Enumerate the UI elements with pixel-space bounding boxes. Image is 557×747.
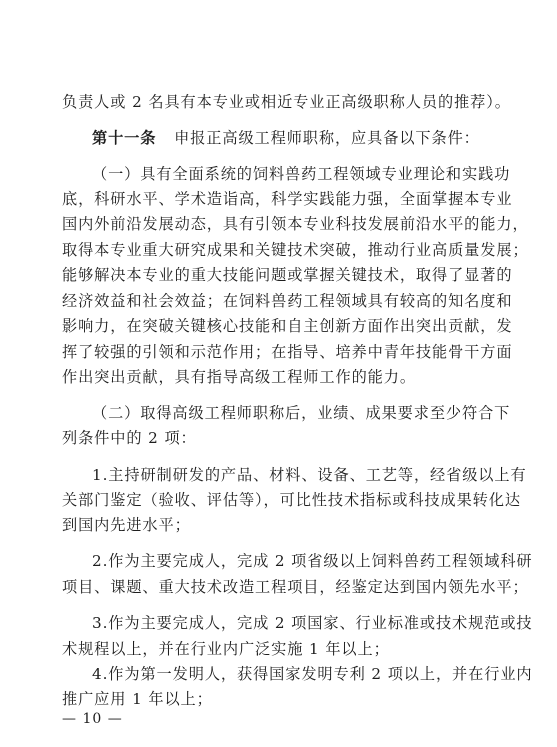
text-line: 能够解决本专业的重大技能问题或掌握关键技术，取得了显著的	[62, 266, 513, 284]
text-line: 列条件中的 2 项：	[62, 429, 197, 447]
text-line: （一）具有全面系统的饲料兽药工程领域专业理论和实践功	[92, 165, 511, 183]
text-line: 挥了较强的引领和示范作用；在指导、培养中青年技能骨干方面	[62, 343, 513, 361]
text-line: 项目、课题、重大技术改造工程项目，经鉴定达到国内领先水平；	[62, 578, 529, 596]
text-line: 3.作为主要完成人，完成 2 项国家、行业标准或技术规范或技	[92, 614, 533, 632]
text-line: 术规程以上，并在行业内广泛实施 1 年以上；	[62, 640, 390, 658]
article-heading: 第十一条	[92, 129, 157, 147]
text-line: 到国内先进水平；	[62, 516, 191, 534]
text-line: 底，科研水平、学术造诣高，科学实践能力强，全面掌握本专业	[62, 190, 513, 208]
text-line: 影响力，在突破关键核心技能和自主创新方面作出突出贡献，发	[62, 317, 513, 335]
text-line: 国内外前沿发展动态，具有引领本专业科技发展前沿水平的能力，	[62, 215, 529, 233]
text-line: 经济效益和社会效益；在饲料兽药工程领域具有较高的知名度和	[62, 292, 513, 310]
text-line: 2.作为主要完成人，完成 2 项省级以上饲料兽药工程领域科研	[92, 552, 533, 570]
article-line	[92, 128, 480, 148]
page-number: — 10 —	[62, 711, 123, 727]
text-line: 4.作为第一发明人，获得国家发明专利 2 项以上，并在行业内	[92, 665, 533, 683]
text-line: （二）取得高级工程师职称后，业绩、成果要求至少符合下	[92, 404, 511, 422]
text-line: 取得本专业重大研究成果和关键技术突破，推动行业高质量发展；	[62, 241, 529, 259]
text-line: 负责人或 2 名具有本专业或相近专业正高级职称人员的推荐）。	[62, 93, 511, 111]
text-line: 推广应用 1 年以上；	[62, 690, 213, 708]
text-line: 关部门鉴定（验收、评估等），可比性技术指标或科技成果转化达	[62, 491, 521, 509]
text-line: 1.主持研制研发的产品、材料、设备、工艺等，经省级以上有	[92, 466, 527, 484]
text-line: 作出突出贡献，具有指导高级工程师工作的能力。	[62, 368, 416, 386]
article-text: 申报正高级工程师职称，应具备以下条件：	[174, 129, 480, 147]
